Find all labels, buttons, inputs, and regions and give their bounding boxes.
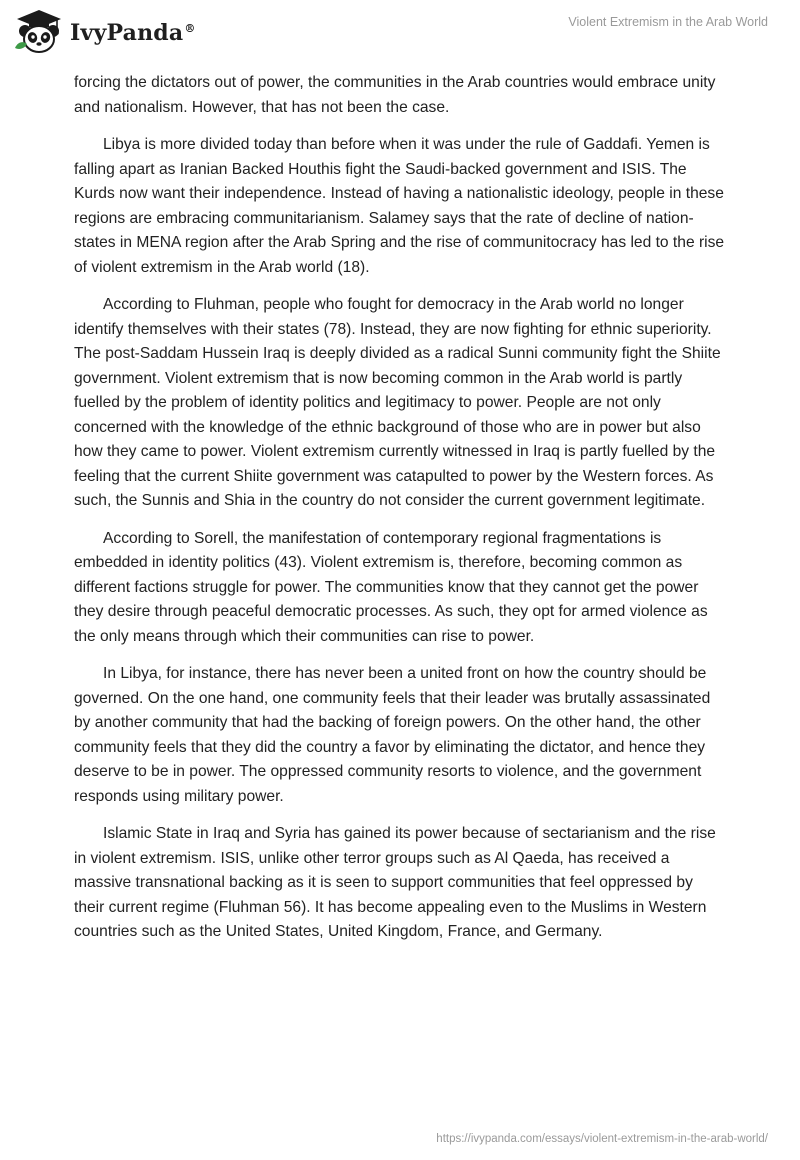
paragraph: According to Sorell, the manifestation of contemporary regional fragmentations is embedded in identity politics (43). Violent extremism is, therefore, becoming common as different factions struggle for power. The communities know that they cannot get the power they desire through peaceful democratic processes. As such, they opt for armed violence as the only means through which their communities can rise to power.: [74, 529, 708, 645]
paragraph: forcing the dictators out of power, the communities in the Arab countries would embrace unity and nationalism. However, that has not been the case.: [74, 74, 716, 116]
paragraph: According to Fluhman, people who fought for democracy in the Arab world no longer identify themselves with their states (78). Instead, they are now fighting for ethnic superiority. The post-Saddam Hussein Iraq is deeply divided as a radical Sunni community fight the Shiite government. Violent extremism that is now becoming common in the Arab world is partly fuelled by the problem of identity politics and legitimacy to power. People are not only concerned with the knowledge of the ethnic background of those who are in power but also how they came to power. Violent extremism currently witnessed in Iraq is partly fuelled by the feeling that the current Shiite government was catapulted to power by the Western forces. As such, the Sunnis and Shia in the country do not consider the current government legitimate.: [74, 296, 721, 509]
essay-body: [74, 71, 726, 958]
document-title: Violent Extremism in the Arab World: [568, 15, 768, 29]
paragraph: Islamic State in Iraq and Syria has gained its power because of sectarianism and the rise in violent extremism. ISIS, unlike other terror groups such as Al Qaeda, has received a massive transnational backing as it is seen to support communities that feel oppressed by their current regime (Fluhman 56). It has become appealing even to the Muslims in Western countries such as the United States, United Kingdom, France, and Germany.: [74, 825, 716, 940]
paragraph: In Libya, for instance, there has never been a united front on how the country should be governed. On the one hand, one community feels that their leader was brutally assassinated by another community that had the backing of foreign powers. On the other hand, the other community feels that they did the country a favor by eliminating the dictator, and hence they deserve to be in power. The oppressed community resorts to violence, and the government responds using military power.: [74, 665, 711, 805]
brand-logo[interactable]: [12, 8, 196, 54]
panda-graduate-icon: [12, 8, 66, 54]
brand-name: IvyPanda®: [70, 20, 196, 46]
paragraph: Libya is more divided today than before when it was under the rule of Gaddafi. Yemen is falling apart as Iranian Backed Houthis fight the Saudi-backed government and ISIS. The Kurds now want their independence. Instead of having a nationalistic ideology, people in these regions are embracing communitarianism. Salamey says that the rate of decline of nation-states in MENA region after the Arab Spring and the rise of communitocracy has led to the rise of violent extremism in the Arab world (18).: [74, 136, 725, 276]
page-header: [0, 0, 800, 60]
source-url[interactable]: https://ivypanda.com/essays/violent-extremism-in-the-arab-world/: [436, 1133, 768, 1145]
registered-mark: ®: [184, 21, 196, 35]
